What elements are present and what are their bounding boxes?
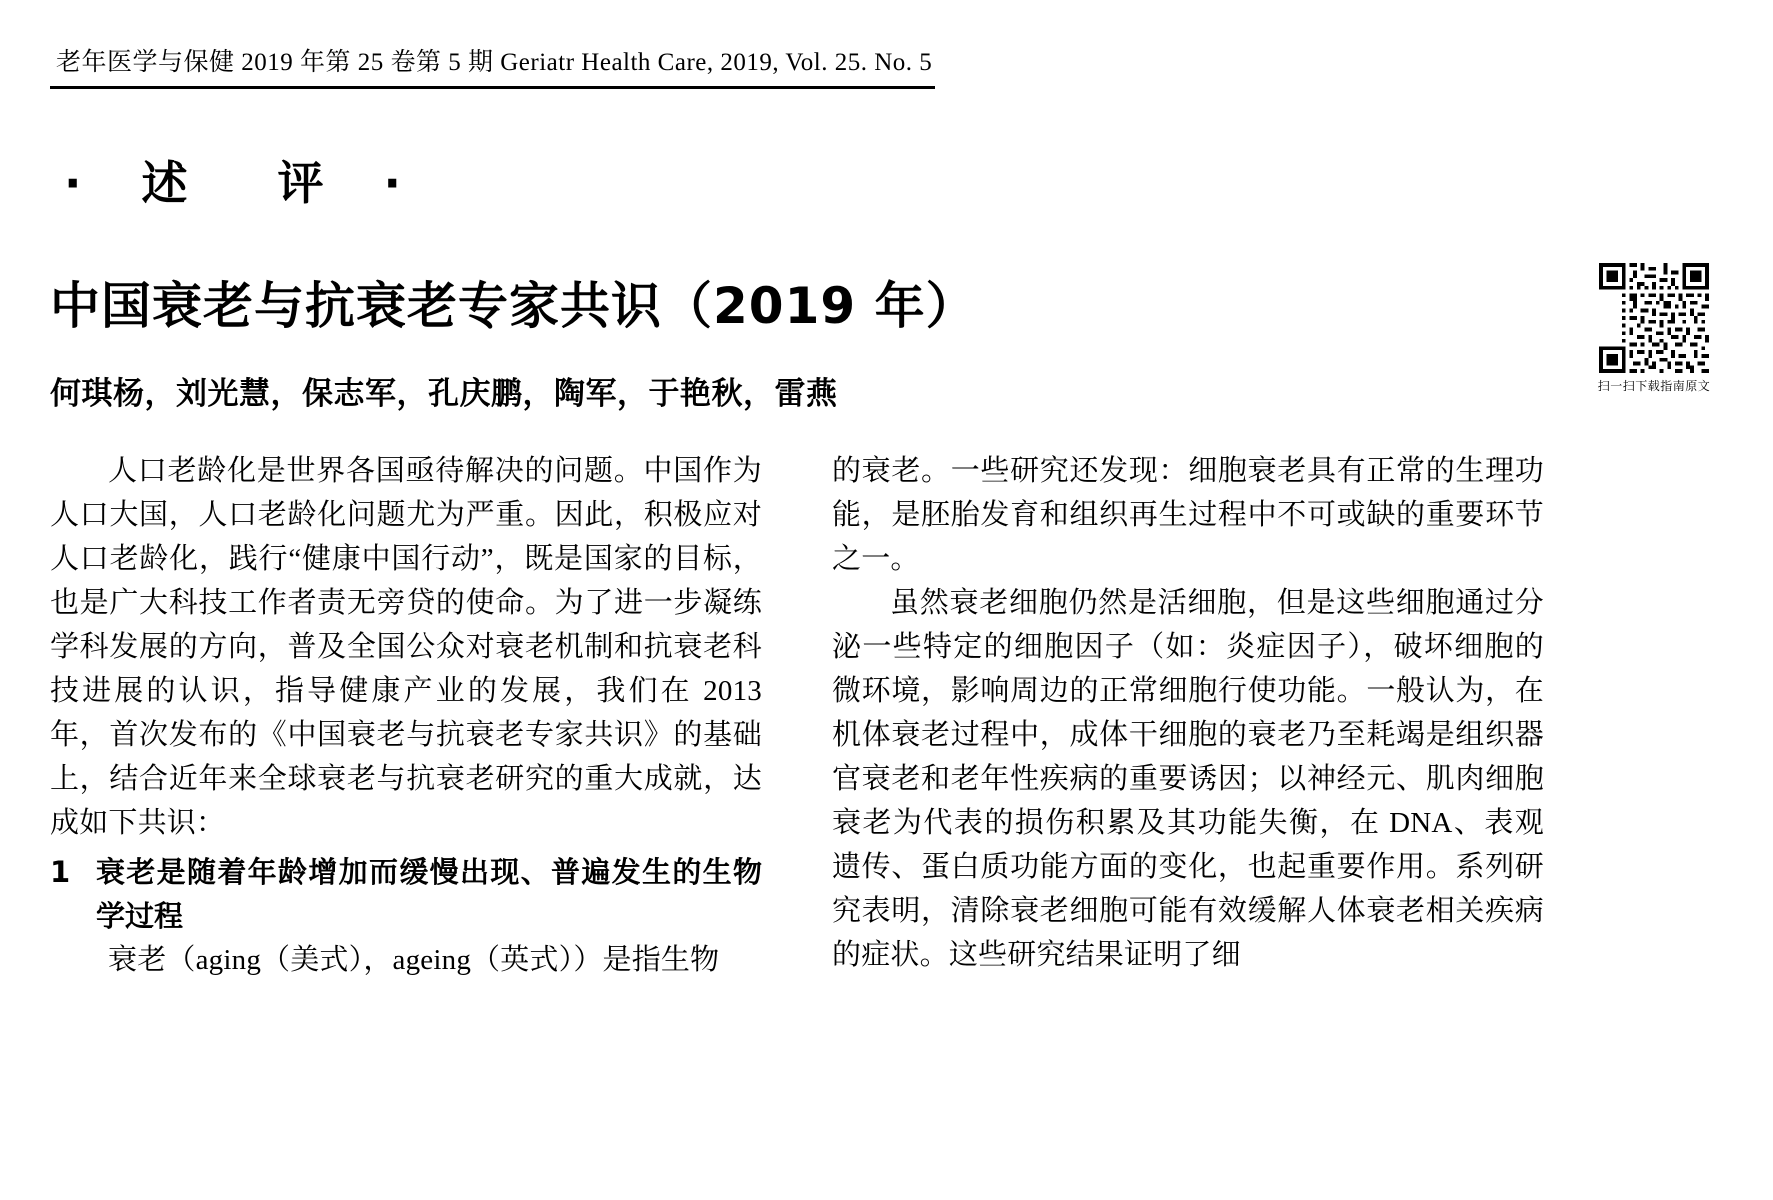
qr-caption: 扫一扫下载指南原文 <box>1597 379 1711 393</box>
section-heading-text: 衰老是随着年龄增加而缓慢出现、普遍发生的生物学过程 <box>96 855 762 933</box>
header-divider <box>50 86 935 89</box>
qr-code-block <box>1595 263 1713 394</box>
body-columns <box>50 449 1723 983</box>
paragraph: 人口老龄化是世界各国亟待解决的问题。中国作为人口大国，人口老龄化问题尤为严重。因此，积极应对人口老龄化，践行“健康中国行动”，既是国家的目标，也是广大科技工作者责无旁贷的使命。为了进一步凝练学科发展的方向，普及全国公众对衰老机制和抗衰老科技进展的认识，指导健康产业的发展，我们在 2013 年，首次发布的《中国衰老与抗衰老专家共识》的基础上，结合近年来全球衰老与抗衰老研究的重大成就，达成如下共识： <box>50 454 762 840</box>
title-block <box>50 275 1723 413</box>
page-title: 中国衰老与抗衰老专家共识（2019 年） <box>50 277 977 335</box>
left-column <box>50 449 762 983</box>
paragraph: 的衰老。一些研究还发现：细胞衰老具有正常的生理功能，是胚胎发育和组织再生过程中不可或缺的重要环节之一。 <box>832 454 1544 575</box>
right-column <box>832 449 1544 983</box>
running-head: 老年医学与保健 2019 年第 25 卷第 5 期 Geriatr Health Care, 2019, Vol. 25. No. 5 <box>56 49 933 76</box>
author-list: 何琪杨，刘光慧，保志军，孔庆鹏，陶军，于艳秋，雷燕 <box>50 375 838 412</box>
paper-page <box>0 42 1773 1200</box>
section-number: 1 <box>50 855 71 890</box>
paragraph: 虽然衰老细胞仍然是活细胞，但是这些细胞通过分泌一些特定的细胞因子（如：炎症因子），破坏细胞的微环境，影响周边的正常细胞行使功能。一般认为，在机体衰老过程中，成体干细胞的衰老乃至耗竭是组织器官衰老和老年性疾病的重要诱因；以神经元、肌肉细胞衰老为代表的损伤积累及其功能失衡，在 DNA、表观遗传、蛋白质功能方面的变化，也起重要作用。系列研究表明，清除衰老细胞可能有效缓解人体衰老相关疾病的症状。这些研究结果证明了细 <box>832 586 1544 972</box>
qr-code-icon <box>1599 263 1709 373</box>
paragraph: 衰老（aging（美式），ageing（英式））是指生物 <box>108 944 720 977</box>
section-heading-1 <box>50 851 762 938</box>
section-marker: · 述 评 · <box>64 156 423 210</box>
